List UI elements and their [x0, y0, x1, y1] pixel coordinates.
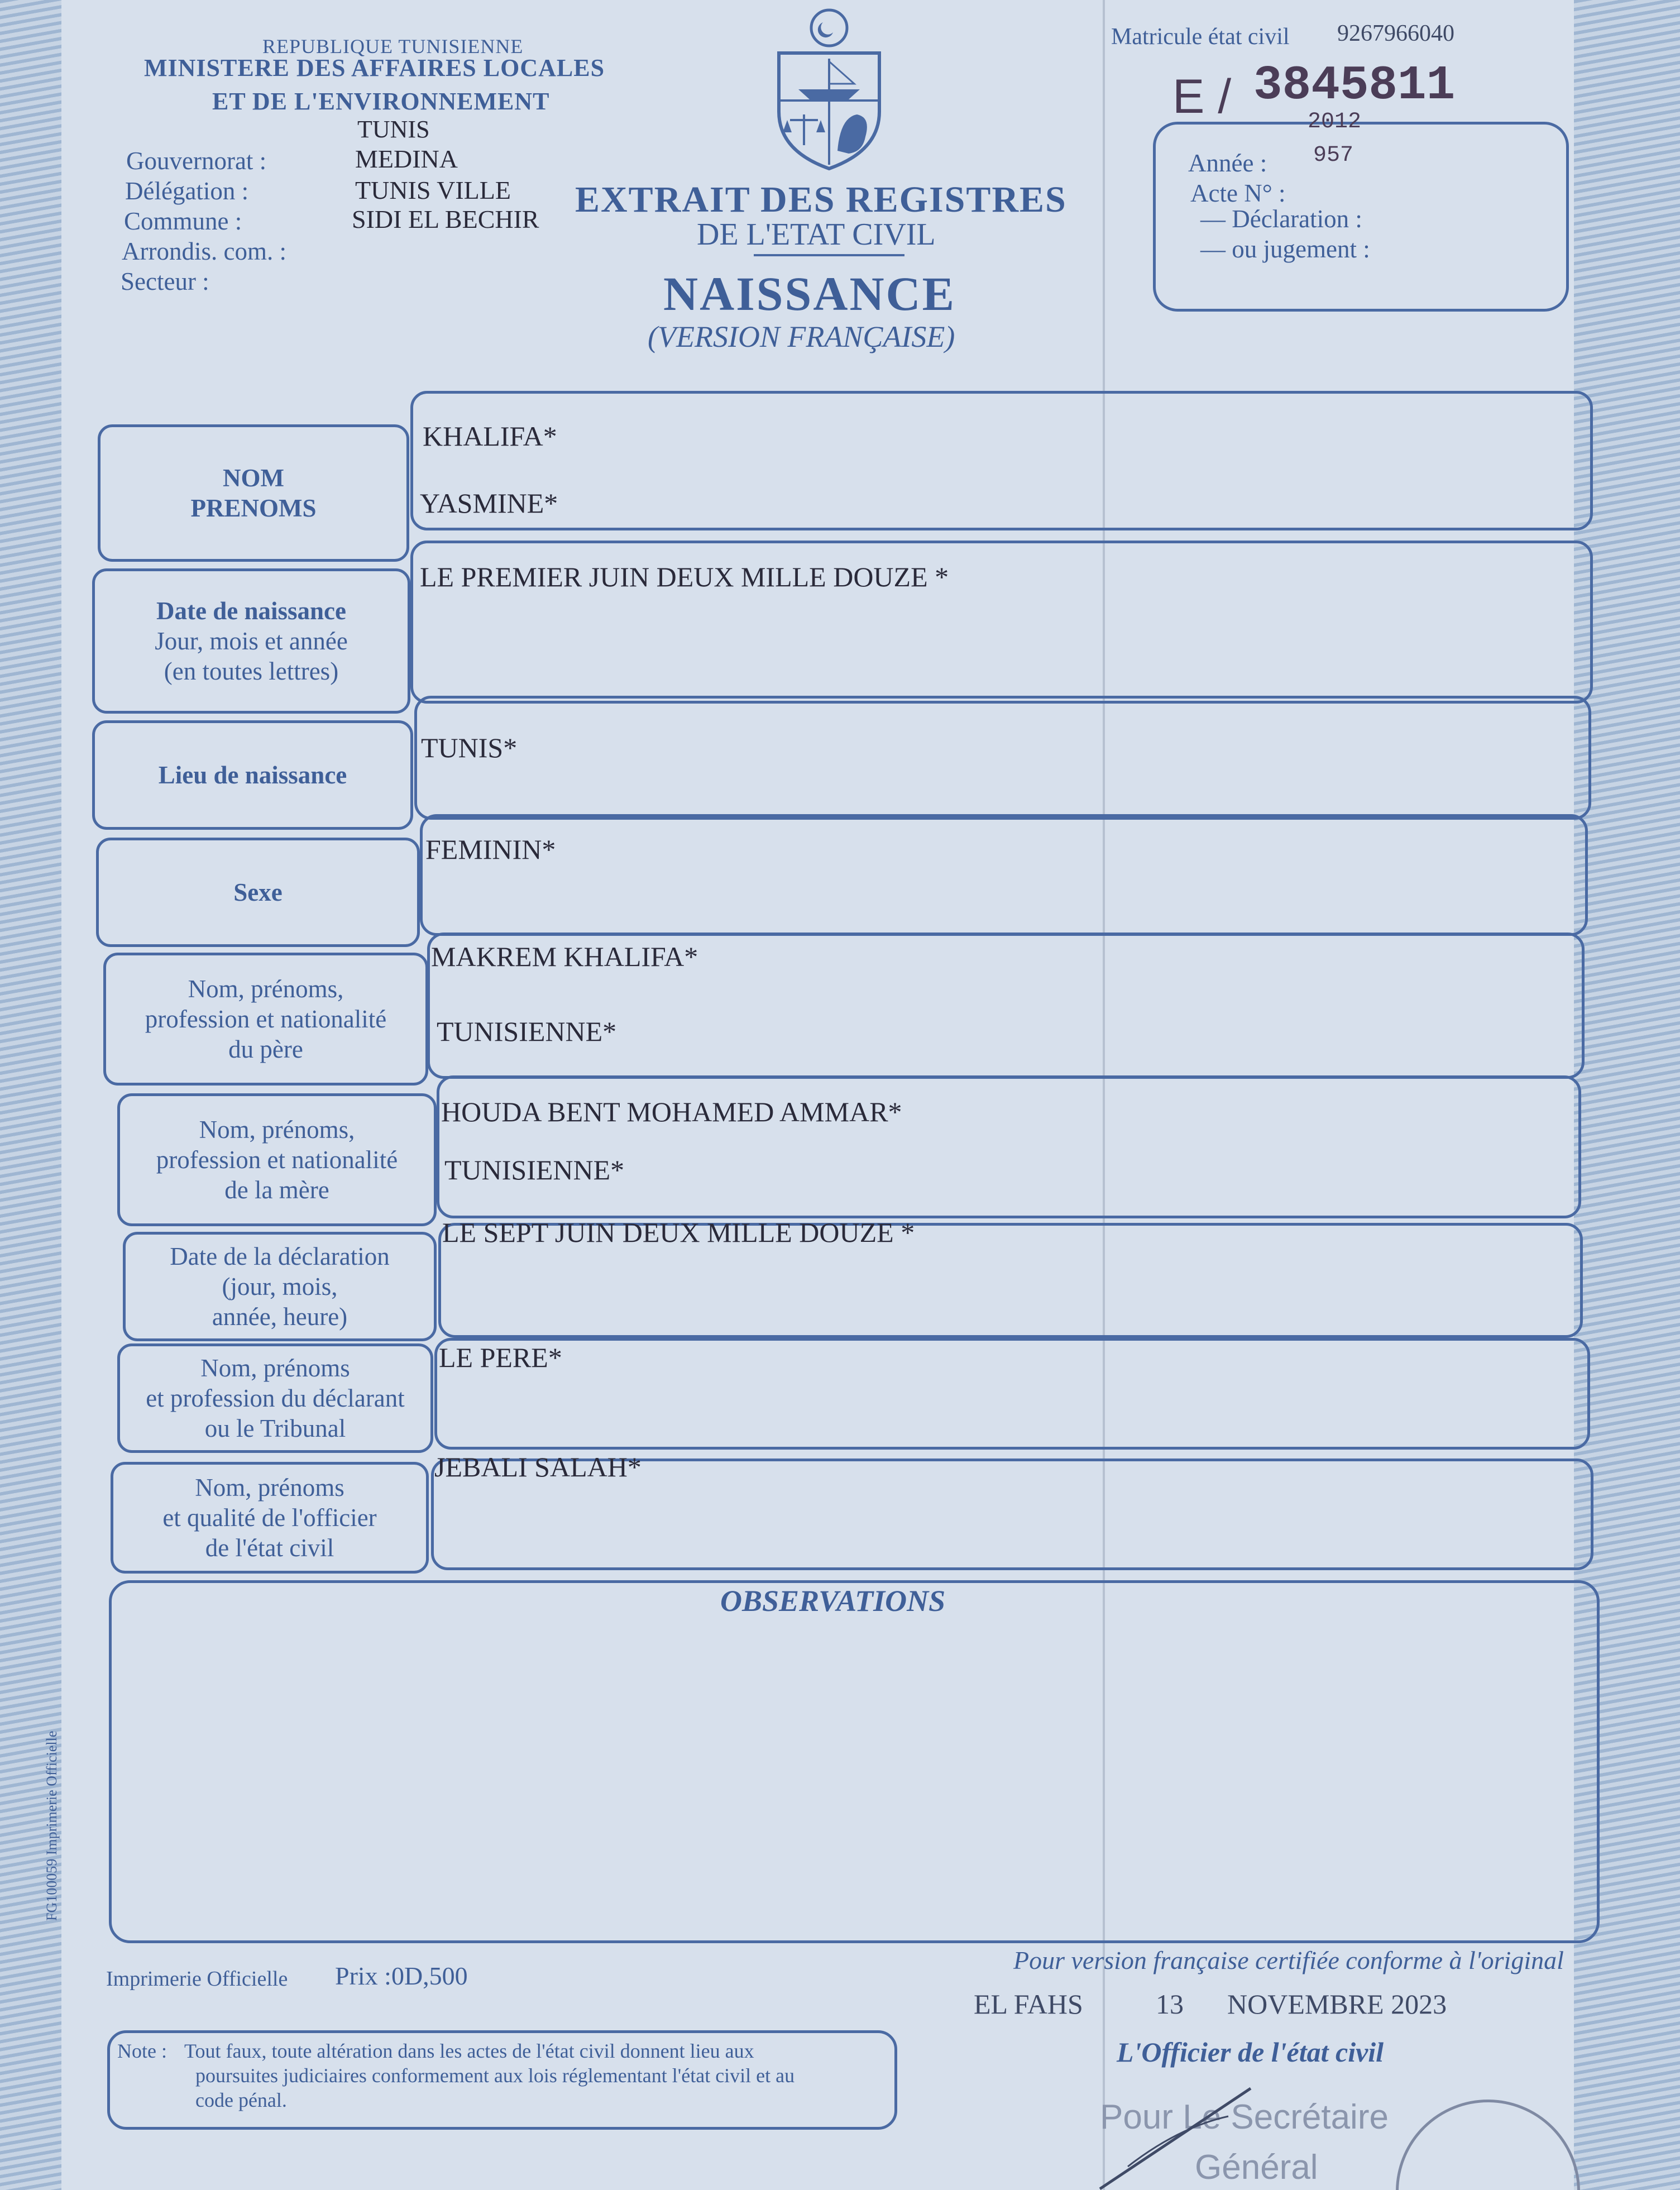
declarant-value: LE PERE*	[439, 1342, 562, 1373]
sexe-label: Sexe	[233, 878, 283, 906]
mere-label-box	[117, 1093, 437, 1226]
lieu-naissance-value-box	[414, 696, 1591, 820]
officier-label-3: de l'état civil	[205, 1534, 334, 1562]
commune-label: Commune :	[124, 207, 242, 235]
declarant-label-box	[117, 1343, 433, 1453]
place-value: EL FAHS	[974, 1988, 1083, 2020]
officier-label-box	[111, 1462, 429, 1574]
pere-value-2: TUNISIENNE*	[437, 1016, 617, 1047]
secteur-label: Secteur :	[121, 267, 209, 295]
pere-label-2: profession et nationalité	[145, 1005, 387, 1033]
mere-label-3: de la mère	[224, 1176, 329, 1204]
matricule-value: 9267966040	[1337, 21, 1454, 46]
sexe-label-box	[96, 838, 420, 947]
observations-box	[109, 1580, 1600, 1943]
ministry-line1: MINISTERE DES AFFAIRES LOCALES	[144, 54, 605, 82]
signature-stroke-icon	[1094, 2083, 1262, 2190]
acte-label: Acte N° :	[1190, 179, 1286, 207]
declaration-date-label-3: année, heure)	[212, 1303, 348, 1331]
mere-label-1: Nom, prénoms,	[199, 1116, 355, 1144]
mere-label-2: profession et nationalité	[156, 1146, 398, 1174]
note-text-2: poursuites judiciaires conformement aux lois réglementant l'état civil et au	[195, 2064, 795, 2087]
officier-label-1: Nom, prénoms	[195, 1474, 344, 1502]
jugement-label: — ou jugement :	[1200, 235, 1370, 263]
tunisia-coat-of-arms-icon	[765, 6, 893, 173]
pere-label-box	[103, 953, 428, 1086]
date-naissance-sublabel-1: Jour, mois et année	[155, 627, 348, 655]
title-underline	[754, 254, 904, 256]
ministry-line2: ET DE L'ENVIRONNEMENT	[212, 88, 550, 115]
nom-prenoms-value-box	[410, 391, 1593, 530]
mere-value-2: TUNISIENNE*	[444, 1154, 625, 1185]
observations-label: OBSERVATIONS	[720, 1584, 946, 1618]
officier-value: JEBALI SALAH*	[434, 1451, 642, 1483]
serial-prefix: E /	[1172, 70, 1232, 123]
sexe-value: FEMININ*	[425, 834, 556, 865]
gouvernorat-value: MEDINA	[355, 145, 458, 173]
date-naissance-label-box	[92, 568, 410, 714]
nom-value: KHALIFA*	[423, 420, 557, 452]
title-extrait: EXTRAIT DES REGISTRES	[575, 179, 1067, 220]
declaration-date-label-box	[123, 1232, 437, 1341]
signature-line-2: Général	[1195, 2148, 1318, 2187]
signature-line-1: Pour Le Secrétaire	[1100, 2098, 1389, 2136]
nom-prenoms-label-box	[98, 424, 409, 562]
sexe-value-box	[420, 814, 1588, 936]
prenoms-value: YASMINE*	[420, 487, 558, 519]
title-version: (VERSION FRANÇAISE)	[648, 320, 955, 353]
declaration-date-value: LE SEPT JUIN DEUX MILLE DOUZE *	[442, 1217, 915, 1248]
matricule-label: Matricule état civil	[1111, 24, 1290, 50]
note-label: Note :	[117, 2040, 167, 2062]
lieu-naissance-label-box	[92, 720, 413, 830]
delegation-value: TUNIS VILLE	[355, 176, 511, 204]
note-text-1: Tout faux, toute altération dans les actes de l'état civil donnent lieu aux	[184, 2040, 754, 2062]
day-value: 13	[1156, 1988, 1184, 2020]
declarant-value-box	[434, 1338, 1590, 1450]
date-naissance-sublabel-2: (en toutes lettres)	[164, 657, 339, 685]
prenoms-label: PRENOMS	[190, 494, 317, 522]
declarant-label-2: et profession du déclarant	[146, 1384, 405, 1412]
city-value: TUNIS	[357, 116, 430, 143]
gouvernorat-label: Gouvernorat :	[126, 147, 267, 175]
officier-label-2: et qualité de l'officier	[162, 1504, 377, 1532]
prix-label: Prix :0D,500	[335, 1962, 468, 1990]
commune-value: SIDI EL BECHIR	[352, 205, 539, 233]
month-year-value: NOVEMBRE 2023	[1227, 1988, 1447, 2020]
pere-label-1: Nom, prénoms,	[188, 975, 344, 1003]
declarant-label-1: Nom, prénoms	[200, 1354, 350, 1382]
officer-title: L'Officier de l'état civil	[1117, 2036, 1384, 2068]
delegation-label: Délégation :	[125, 177, 249, 205]
form-code: FG100059 Imprimerie Officielle	[44, 1730, 60, 1921]
title-etat-civil: DE L'ETAT CIVIL	[697, 217, 936, 252]
annee-label: Année :	[1188, 149, 1267, 177]
certified-statement: Pour version française certifiée conforme à l'original	[1013, 1946, 1564, 1974]
lieu-naissance-label: Lieu de naissance	[158, 761, 347, 789]
declarant-label-3: ou le Tribunal	[204, 1414, 346, 1442]
declaration-date-label-2: (jour, mois,	[222, 1273, 338, 1300]
note-text-3: code pénal.	[195, 2089, 287, 2111]
declaration-date-label-1: Date de la déclaration	[170, 1242, 390, 1270]
serial-number: 3845811	[1253, 58, 1456, 113]
nom-label: NOM	[223, 464, 284, 492]
pere-label-3: du père	[228, 1035, 303, 1063]
declaration-label: — Déclaration :	[1200, 205, 1362, 233]
acte-value: 957	[1313, 143, 1354, 168]
date-naissance-value: LE PREMIER JUIN DEUX MILLE DOUZE *	[420, 561, 949, 592]
date-naissance-label: Date de naissance	[156, 597, 346, 625]
title-naissance: NAISSANCE	[663, 267, 956, 321]
annee-value: 2012	[1308, 109, 1362, 135]
lieu-naissance-value: TUNIS*	[421, 732, 518, 763]
arrondis-label: Arrondis. com. :	[122, 237, 286, 265]
mere-value-1: HOUDA BENT MOHAMED AMMAR*	[441, 1096, 902, 1127]
imprimerie-label: Imprimerie Officielle	[106, 1967, 288, 1991]
pere-value-1: MAKREM KHALIFA*	[431, 941, 698, 972]
republic-label: REPUBLIQUE TUNISIENNE	[262, 35, 524, 58]
